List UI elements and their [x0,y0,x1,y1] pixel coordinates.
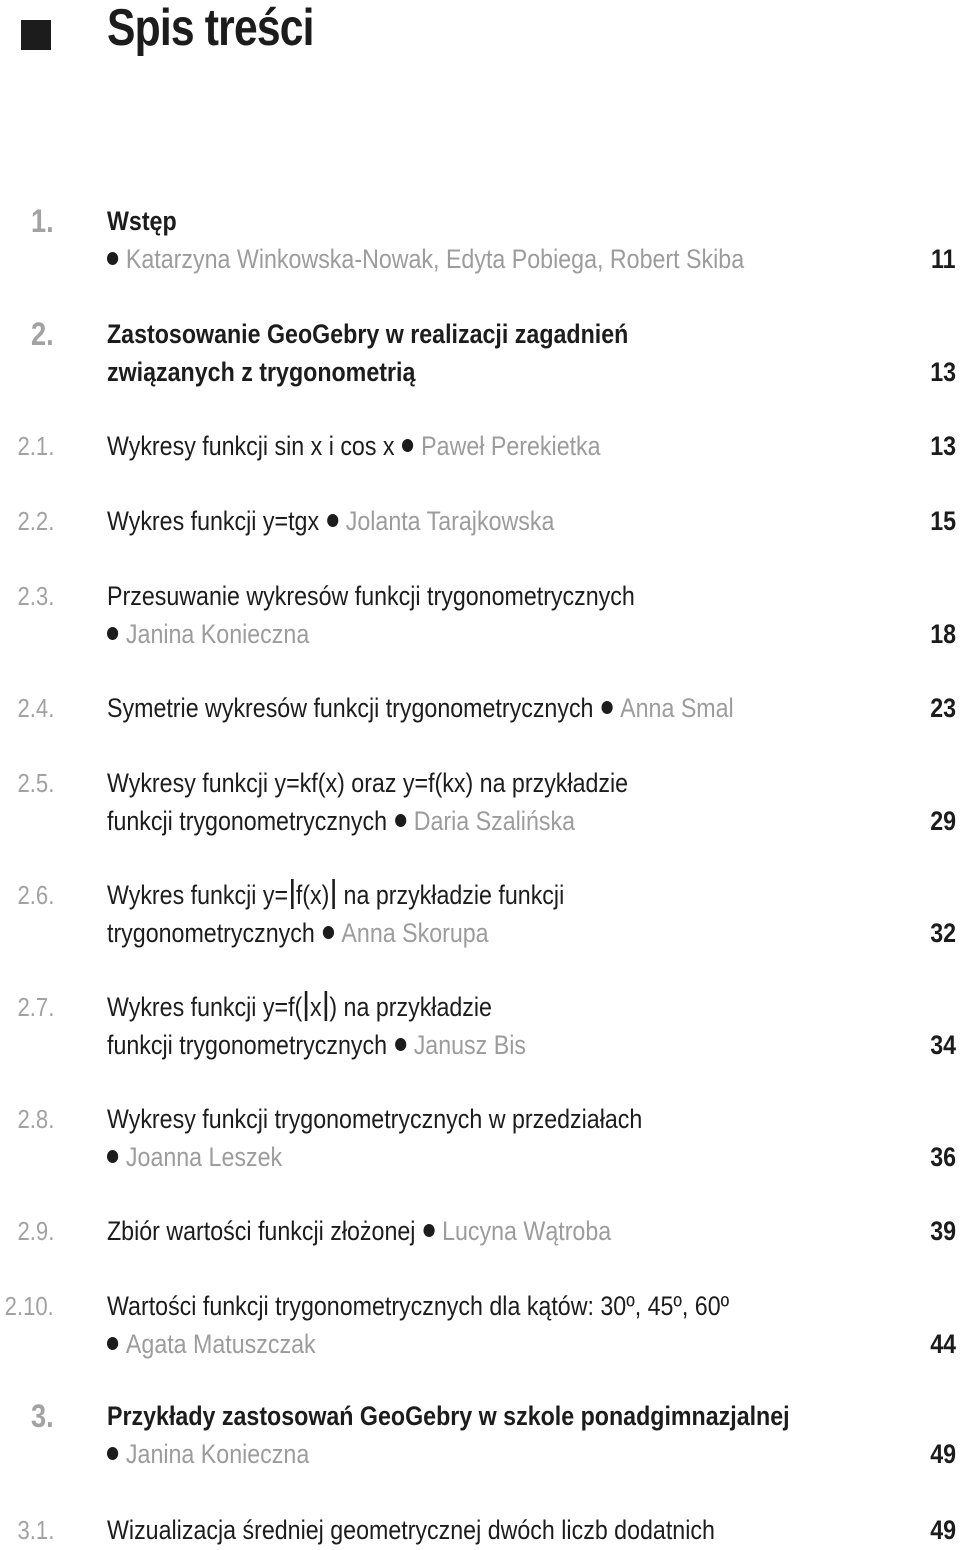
entry-number: 2.6. [17,880,54,910]
absolute-value-bar [305,991,308,1021]
entry-title [107,765,778,840]
bullet-icon [107,1150,118,1163]
bullet-icon [395,814,406,827]
bullet-icon [107,627,118,640]
entry-title [107,1101,778,1176]
entry-author: Anna Skorupa [341,917,489,948]
entry-author: Janina Konieczna [125,618,310,649]
bullet-icon [327,514,338,527]
entry-title-line: Wykres funkcji y= f(x) na przykładzie funkcji [107,880,565,910]
entry-title-line: Wykresy funkcji sin x i cos x Paweł Perekietka [107,431,601,461]
entry-title-line: funkcji trygonometrycznych Janusz Bis [107,1029,526,1060]
page-title: Spis treści [107,0,314,57]
entry-title-line: Wstęp [107,206,177,236]
entry-title [107,877,778,952]
entry-title-line: funkcji trygonometrycznych Daria Szalińska [107,805,576,836]
entry-number: 2.10. [4,1291,54,1321]
entry-number: 2.5. [17,768,54,798]
entry-title-line: trygonometrycznych Anna Skorupa [107,917,489,948]
entry-number: 1. [31,203,54,239]
entry-title [107,503,778,541]
entry-author: Jolanta Tarajkowska [345,506,555,536]
entry-number: 3.1. [17,1515,54,1545]
entry-number: 2.9. [17,1216,54,1246]
bullet-icon [323,926,334,939]
entry-title [107,1288,778,1363]
entry-title [107,1398,790,1473]
entry-number: 2.1. [17,431,54,461]
entry-page-number: 36 [930,1141,956,1172]
entry-title-line: związanych z trygonometrią [107,356,416,387]
entry-page-number: 49 [930,1515,956,1545]
entry-author: Joanna Leszek [125,1141,283,1172]
entry-page-number: 15 [930,506,956,536]
entry-title-line: Wykres funkcji y=f( x ) na przykładzie [107,992,492,1022]
entry-title-line: Wykresy funkcji trygonometrycznych w przedziałach [107,1104,643,1134]
absolute-value-bar [332,879,335,909]
entry-title-line: Wartości funkcji trygonometrycznych dla kątów: 30º, 45º, 60º [107,1291,730,1321]
entry-page-number: 49 [930,1438,956,1469]
entry-page-number: 39 [930,1216,956,1246]
bullet-icon [107,252,118,265]
square-bullet-icon [21,20,51,50]
entry-title [107,989,778,1064]
entry-number: 2.8. [17,1104,54,1134]
entry-title-line: Wizualizacja średniej geometrycznej dwóch liczb dodatnich [107,1515,715,1545]
entry-author: Katarzyna Winkowska-Nowak, Edyta Pobiega, Robert Skiba [125,243,745,274]
absolute-value-bar [324,991,327,1021]
entry-author: Daria Szalińska [413,805,576,836]
entry-number: 2.3. [17,581,54,611]
entry-title [107,316,778,391]
entry-page-number: 29 [930,805,956,836]
entry-author-line [107,1326,778,1364]
entry-title-line: Symetrie wykresów funkcji trygonometrycznych Anna Smal [107,693,734,723]
entry-author: Janina Konieczna [125,1438,310,1469]
entry-title-line: Zbiór wartości funkcji złożonej Lucyna Wątroba [107,1216,612,1246]
entry-author: Anna Smal [620,693,734,723]
entry-author-line [107,241,778,279]
entry-page-number: 23 [930,693,956,723]
entry-title-line: Przesuwanie wykresów funkcji trygonometrycznych [107,581,635,611]
entry-page-number: 34 [930,1029,956,1060]
entry-title [107,1512,778,1550]
bullet-icon [601,701,612,714]
entry-page-number: 44 [930,1328,956,1359]
absolute-value-bar [291,879,294,909]
entry-author: Janusz Bis [413,1029,526,1060]
entry-title [107,203,778,278]
entry-title-line: Przykłady zastosowań GeoGebry w szkole ponadgimnazjalnej [107,1401,790,1431]
entry-author-line [107,1139,778,1177]
entry-author: Paweł Perekietka [421,431,601,461]
bullet-icon [423,1224,434,1237]
bullet-icon [395,1038,406,1051]
entry-title-line: Wykres funkcji y=tgx Jolanta Tarajkowska [107,506,555,536]
entry-page-number: 11 [931,243,956,274]
entry-author-line [107,1436,778,1474]
entry-page-number: 18 [930,618,956,649]
bullet-icon [107,1337,118,1350]
entry-author: Agata Matuszczak [125,1328,316,1359]
entry-author-line [107,616,778,654]
entry-number: 2.2. [17,506,54,536]
entry-number: 2. [31,316,54,352]
toc-header [0,0,960,70]
entry-title [107,690,778,728]
entry-page-number: 13 [930,431,956,461]
entry-title [107,578,778,653]
entry-title [107,428,778,466]
entry-number: 3. [31,1398,54,1434]
bullet-icon [402,439,413,452]
bullet-icon [107,1447,118,1460]
entry-author: Lucyna Wątroba [442,1216,612,1246]
entry-number: 2.7. [17,992,54,1022]
entry-number: 2.4. [17,693,54,723]
entry-title-line: Wykresy funkcji y=kf(x) oraz y=f(kx) na przykładzie [107,768,629,798]
entry-page-number: 32 [930,917,956,948]
entry-title-line: Zastosowanie GeoGebry w realizacji zagadnień [107,319,629,349]
entry-page-number: 13 [930,356,956,387]
entry-title [107,1213,778,1251]
